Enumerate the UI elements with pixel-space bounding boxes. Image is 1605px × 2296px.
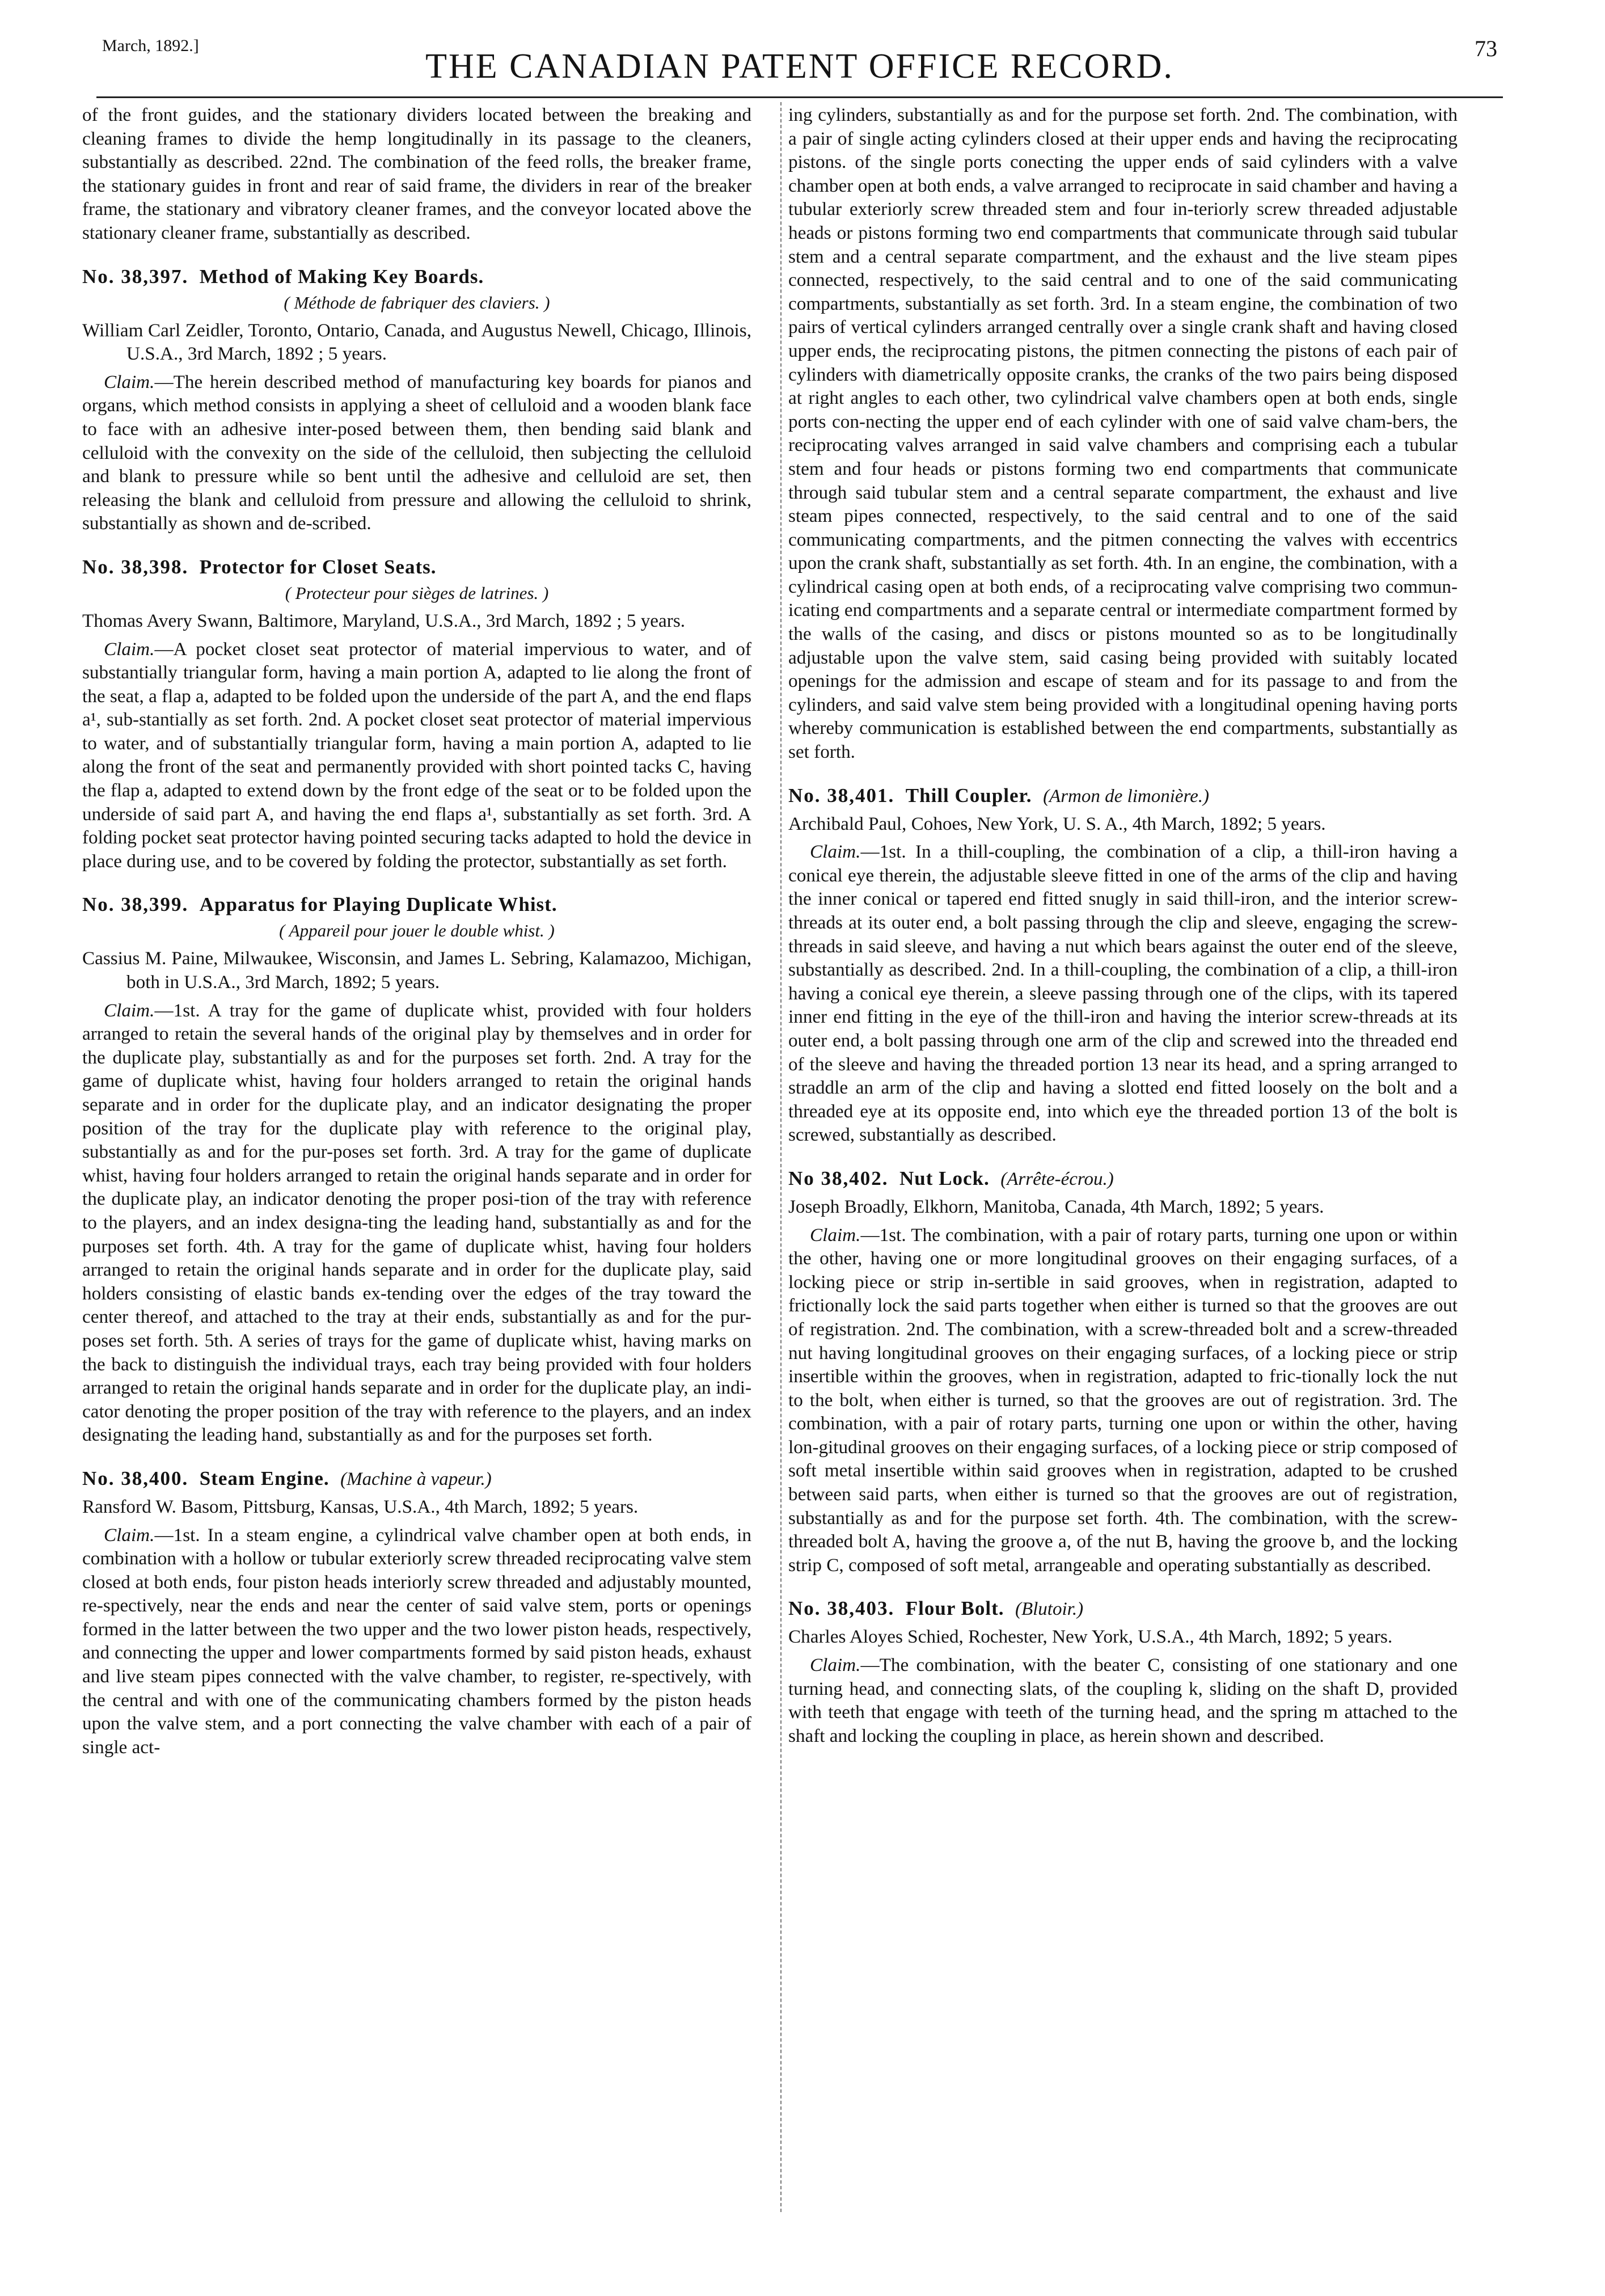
publication-title: THE CANADIAN PATENT OFFICE RECORD. (425, 47, 1174, 86)
claim-text: —1st. The combination, with a pair of rotary parts, turning one upon or within the other, having one or more longitudinal grooves on their engaging surfaces, of a locking piece or strip in-sertible in said grooves, when in registration, adapted to frictionally lock the said parts together when either is turned so that the grooves are out of registration. 2nd. The combination, with a screw-threaded bolt and a screw-threaded nut having longitudinal grooves on their engaging surfaces, of a locking piece or strip insertible within the grooves, when in registration, adapted to fric-tionally lock the nut to the bolt, when either is turned, so that the grooves are out of registration. 3rd. The combination, with a pair of rotary parts, turning one upon or within the other, having lon-gitudinal grooves on their engaging surfaces, of a locking piece or strip composed of soft metal insertible within said grooves when in registration, adapted to be crushed between said parts, when either is turned so that the grooves are out of registration, substantially as and for the purpose set forth. 4th. The combination, with the screw-threaded bolt A, having the groove a, of the nut B, having the groove b, and the locking strip C, composed of soft metal, arrangeable and operating substantially as described. (788, 1224, 1458, 1576)
patent-entry (82, 555, 751, 873)
claim-paragraph (82, 999, 751, 1447)
claim-label: Claim. (810, 1224, 861, 1246)
inventor-line: Charles Aloyes Schied, Rochester, New York, U.S.A., 4th March, 1892; 5 years. (788, 1626, 1393, 1648)
claim-label: Claim. (104, 1524, 155, 1546)
header-rule (96, 96, 1503, 98)
patent-entry (82, 264, 751, 535)
claim-label: Claim. (104, 638, 155, 660)
claim-text: —1st. In a steam engine, a cylindrical valve chamber open at both ends, in combination with a hollow or tubular exteriorly screw threaded reciprocating valve stem closed at both ends, four piston heads interiorly screw threaded and adjustably mounted, re-spectively, near the ends and near the center of said valve stem, ports or openings formed in the latter between the two upper and the two lower piston heads, respectively, and connecting the upper and lower compartments formed by said piston heads, exhaust and live steam pipes connected with the valve chamber, to register, re-spectively, with the central and with one of the communicating chambers formed by the piston heads upon the valve stem, and a port connecting the valve chamber with each of a pair of single act- (82, 1524, 751, 1758)
page-number: 73 (1475, 36, 1497, 61)
claim-text: —1st. A tray for the game of duplicate whist, provided with four holders arranged to retain the several hands of the original play by themselves and in order for the duplicate play, substantially as and for the purposes set forth. 2nd. A tray for the game of duplicate whist, having four holders arranged to retain the original hands separate and in order for the duplicate play, and an indicator designating the proper position of the tray for the duplicate play with reference to the original play, substantially as and for the pur-poses set forth. 3rd. A tray for the game of duplicate whist, having four holders arranged to retain the original hands separate and in order for the duplicate play, an indicator denoting the proper posi-tion of the tray with reference to the players, and an index designa-ting the leading hand, substantially as and for the purposes set forth. 4th. A tray for the game of duplicate whist, having four holders arranged to retain the original hands separate and in order for the duplicate play, said holders consisting of elastic bands ex-tending over the edges of the tray toward the center thereof, and attached to the tray at their ends, substantially as and for the pur-poses set forth. 5th. A series of trays for the game of duplicate whist, having marks on the back to distinguish the individual trays, each tray being provided with four holders arranged to retain the original hands separate and in order for the duplicate play, an indi-cator denoting the proper position of the tray with reference to the players, and an index designating the leading hand, substantially as and for the purposes set forth. (82, 999, 751, 1446)
inventor-line: William Carl Zeidler, Toronto, Ontario, Canada, and Augustus Newell, Chicago, Illinois, U.S.A., 3rd March, 1892 ; 5 years. (82, 319, 751, 365)
claim-text: —A pocket closet seat protector of material impervious to water, and of substantially triangular form, having a main portion A, adapted to lie along the front of the seat, a flap a, adapted to be folded upon the underside of the part A, and the end flaps a¹, sub-stantially as set forth. 2nd. A pocket closet seat protector of material impervious to water, and of substantially triangular form, having a main portion A, adapted to lie along the front of the seat and permanently provided with short pointed tacks C, having the flap a, adapted to extend down by the front edge of the seat or to be folded upon the underside of said part A, and having the end flaps a¹, substantially as set forth. 3rd. A folding pocket seat protector having pointed securing tacks adapted to hold the device in place during use, and to be covered by folding the protector, substantially as set forth. (82, 638, 751, 872)
patent-entry (788, 783, 1458, 1147)
column-divider (780, 102, 782, 2212)
patent-entry (82, 1466, 751, 1759)
french-title: (Blutoir.) (1015, 1599, 1084, 1620)
claim-paragraph (788, 840, 1458, 1147)
left-column (82, 103, 751, 1759)
patent-number: No. 38,401. (788, 784, 895, 807)
french-title: (Arrête-écrou.) (1000, 1168, 1114, 1189)
claim-text: —1st. In a thill-coupling, the combination of a clip, a thill-iron having a conical eye therein, the adjustable sleeve fitted in one of the arms of the clip and having the inner conical or tapered end fitted snugly in said thill-iron, and the interior screw-threads at its outer end, a bolt passing through the clip and sleeve, engaging the screw-threads in said sleeve, and having a nut which bears against the outer end of the sleeve, substantially as described. 2nd. In a thill-coupling, the combination of a clip, a thill-iron having a conical eye therein, a sleeve passing through one of the clips, with its tapered inner end fitting in the eye of the thill-iron and having the interior screw-threads at its outer end, a bolt passing through one arm of the clip and screwed into the threaded end of the sleeve and having the threaded portion 13 near its head, and a spring arranged to straddle an arm of the clip and having a slotted end fitted loosely on the bolt and a threaded eye at its opposite end, into which eye the threaded portion 13 of the bolt is screwed, substantially as described. (788, 841, 1458, 1146)
patent-entry (82, 892, 751, 1446)
continued-claim-text: of the front guides, and the stationary dividers located between the breaking and cleaning frames to divide the hemp longitudinally in its passage to the cleaners, substantially as described. 22nd. The combination of the feed rolls, the breaker frame, the stationary guides in front and rear of said frame, the dividers in rear of the breaker frame, the stationary and vibratory cleaner frames, and the conveyor located above the stationary cleaner frame, substantially as described. (82, 104, 751, 243)
claim-paragraph (788, 1223, 1458, 1577)
inventor-line: Thomas Avery Swann, Baltimore, Maryland, U.S.A., 3rd March, 1892 ; 5 years. (82, 610, 686, 631)
patent-entry (788, 1596, 1458, 1748)
patent-heading (82, 1466, 751, 1492)
patent-title: Steam Engine. (199, 1467, 330, 1489)
patent-number: No. 38,399. (82, 893, 189, 916)
patent-heading (82, 264, 751, 289)
patent-title: Nut Lock. (899, 1167, 990, 1189)
right-column (788, 103, 1458, 1748)
patent-number: No. 38,397. (82, 265, 189, 288)
claim-label: Claim. (810, 841, 861, 863)
patent-heading (788, 1166, 1458, 1192)
patent-heading (788, 783, 1458, 809)
claim-paragraph (82, 638, 751, 873)
patent-number: No. 38,398. (82, 555, 189, 578)
patent-title: Method of Making Key Boards. (199, 265, 484, 288)
claim-paragraph (788, 1653, 1458, 1748)
patent-number: No. 38,403. (788, 1597, 895, 1620)
patent-heading (788, 1596, 1458, 1622)
patent-heading (82, 555, 751, 580)
french-title: ( Protecteur pour sièges de latrines. ) (285, 583, 549, 603)
french-title: (Armon de limonière.) (1043, 786, 1210, 807)
french-title: ( Méthode de fabriquer des claviers. ) (284, 292, 550, 313)
patent-title: Flour Bolt. (905, 1597, 1004, 1620)
claim-label: Claim. (810, 1655, 861, 1676)
claim-paragraph (82, 1523, 751, 1759)
inventor-line: Joseph Broadly, Elkhorn, Manitoba, Canada, 4th March, 1892; 5 years. (788, 1196, 1324, 1217)
inventor-line: Cassius M. Paine, Milwaukee, Wisconsin, and James L. Sebring, Kalamazoo, Michigan, both in U.S.A., 3rd March, 1892; 5 years. (82, 948, 751, 993)
patent-heading (82, 892, 751, 917)
patent-title: Protector for Closet Seats. (199, 555, 437, 578)
french-title: (Machine à vapeur.) (340, 1468, 492, 1489)
claim-text: —The combination, with the beater C, consisting of one stationary and one turning head, and connecting slats, of the coupling k, sliding on the shaft D, provided with teeth that engage with teeth of the turning head, and the spring m attached to the shaft and locking the coupling in place, as herein shown and described. (788, 1655, 1458, 1746)
inventor-line: Ransford W. Basom, Pittsburg, Kansas, U.S.A., 4th March, 1892; 5 years. (82, 1496, 639, 1517)
patent-number: No 38,402. (788, 1167, 889, 1189)
patent-entry (788, 1166, 1458, 1577)
inventor-line: Archibald Paul, Cohoes, New York, U. S. A., 4th March, 1892; 5 years. (788, 813, 1326, 834)
patent-title: Apparatus for Playing Duplicate Whist. (199, 893, 557, 916)
claim-label: Claim. (104, 371, 155, 392)
french-title: ( Appareil pour jouer le double whist. ) (279, 921, 555, 941)
claim-label: Claim. (104, 999, 155, 1021)
issue-date: March, 1892.] (102, 36, 199, 55)
claim-paragraph (82, 370, 751, 535)
page-header (96, 23, 1503, 96)
claim-text: —The herein described method of manufacturing key boards for pianos and organs, which method consists in applying a sheet of celluloid and a wooden blank face to face with an adhesive inter-posed between them, then bending said blank and celluloid with the convexity on the side of the celluloid, then subjecting the celluloid and blank to pressure while so bent until the adhesive and celluloid are set, then releasing the blank and celluloid from pressure and allowing the celluloid to shrink, substantially as shown and de-scribed. (82, 371, 751, 534)
patent-number: No. 38,400. (82, 1467, 189, 1489)
patent-title: Thill Coupler. (905, 784, 1032, 807)
continued-claim-text: ing cylinders, substantially as and for the purpose set forth. 2nd. The combination, with a pair of single acting cylinders closed at their upper ends and having the reciprocating pistons. of the single ports conecting the upper ends of said cylinders with a valve chamber open at both ends, a valve arranged to reciprocate in said chamber and having a tubular exteriorly screw threaded stem and four in-teriorly screw threaded adjustable heads or pistons forming two end compartments that communicate through said tubular stem and a central separate compartment, and the exhaust and the live steam pipes connected, respectively, to the said central and to one of the said communicating compartments, substantially as set forth. 3rd. In a steam engine, the combination of two pairs of vertical cylinders arranged centrally over a single crank shaft and having closed upper ends, the reciprocating pistons, the pitmen connecting the pistons of each pair of cylinders with diametrically opposite cranks, the cranks of the two pairs being disposed at right angles to each other, two cylindrical valve chambers open at both ends, single ports con-necting the upper end of each cylinder with one of said valve cham-bers, the reciprocating valves arranged in said valve chambers and comprising each a tubular stem and four heads or pistons forming two end compartments that communicate through said tubular stem and a central separate compartment, the exhaust and live steam pipes connected, respectively, to the said central and to one of the said communicating compartments, and the pitmen connecting the valves with eccentrics upon the crank shaft, substantially as set forth. 4th. In an engine, the combination, with a cylindrical casing open at both ends, of a reciprocating valve comprising two commun-icating end compartments and a separate central or intermediate compartment formed by the walls of the casing, and discs or pistons mounted so as to be longitudinally adjustable upon the valve stem, said casing being provided with suitably located openings for the admission and escape of steam and for its passage to and from the cylinders, and said valve stem being provided with a longitudinal opening having ports whereby communication is established between the end compartments, substantially as set forth. (788, 104, 1458, 763)
